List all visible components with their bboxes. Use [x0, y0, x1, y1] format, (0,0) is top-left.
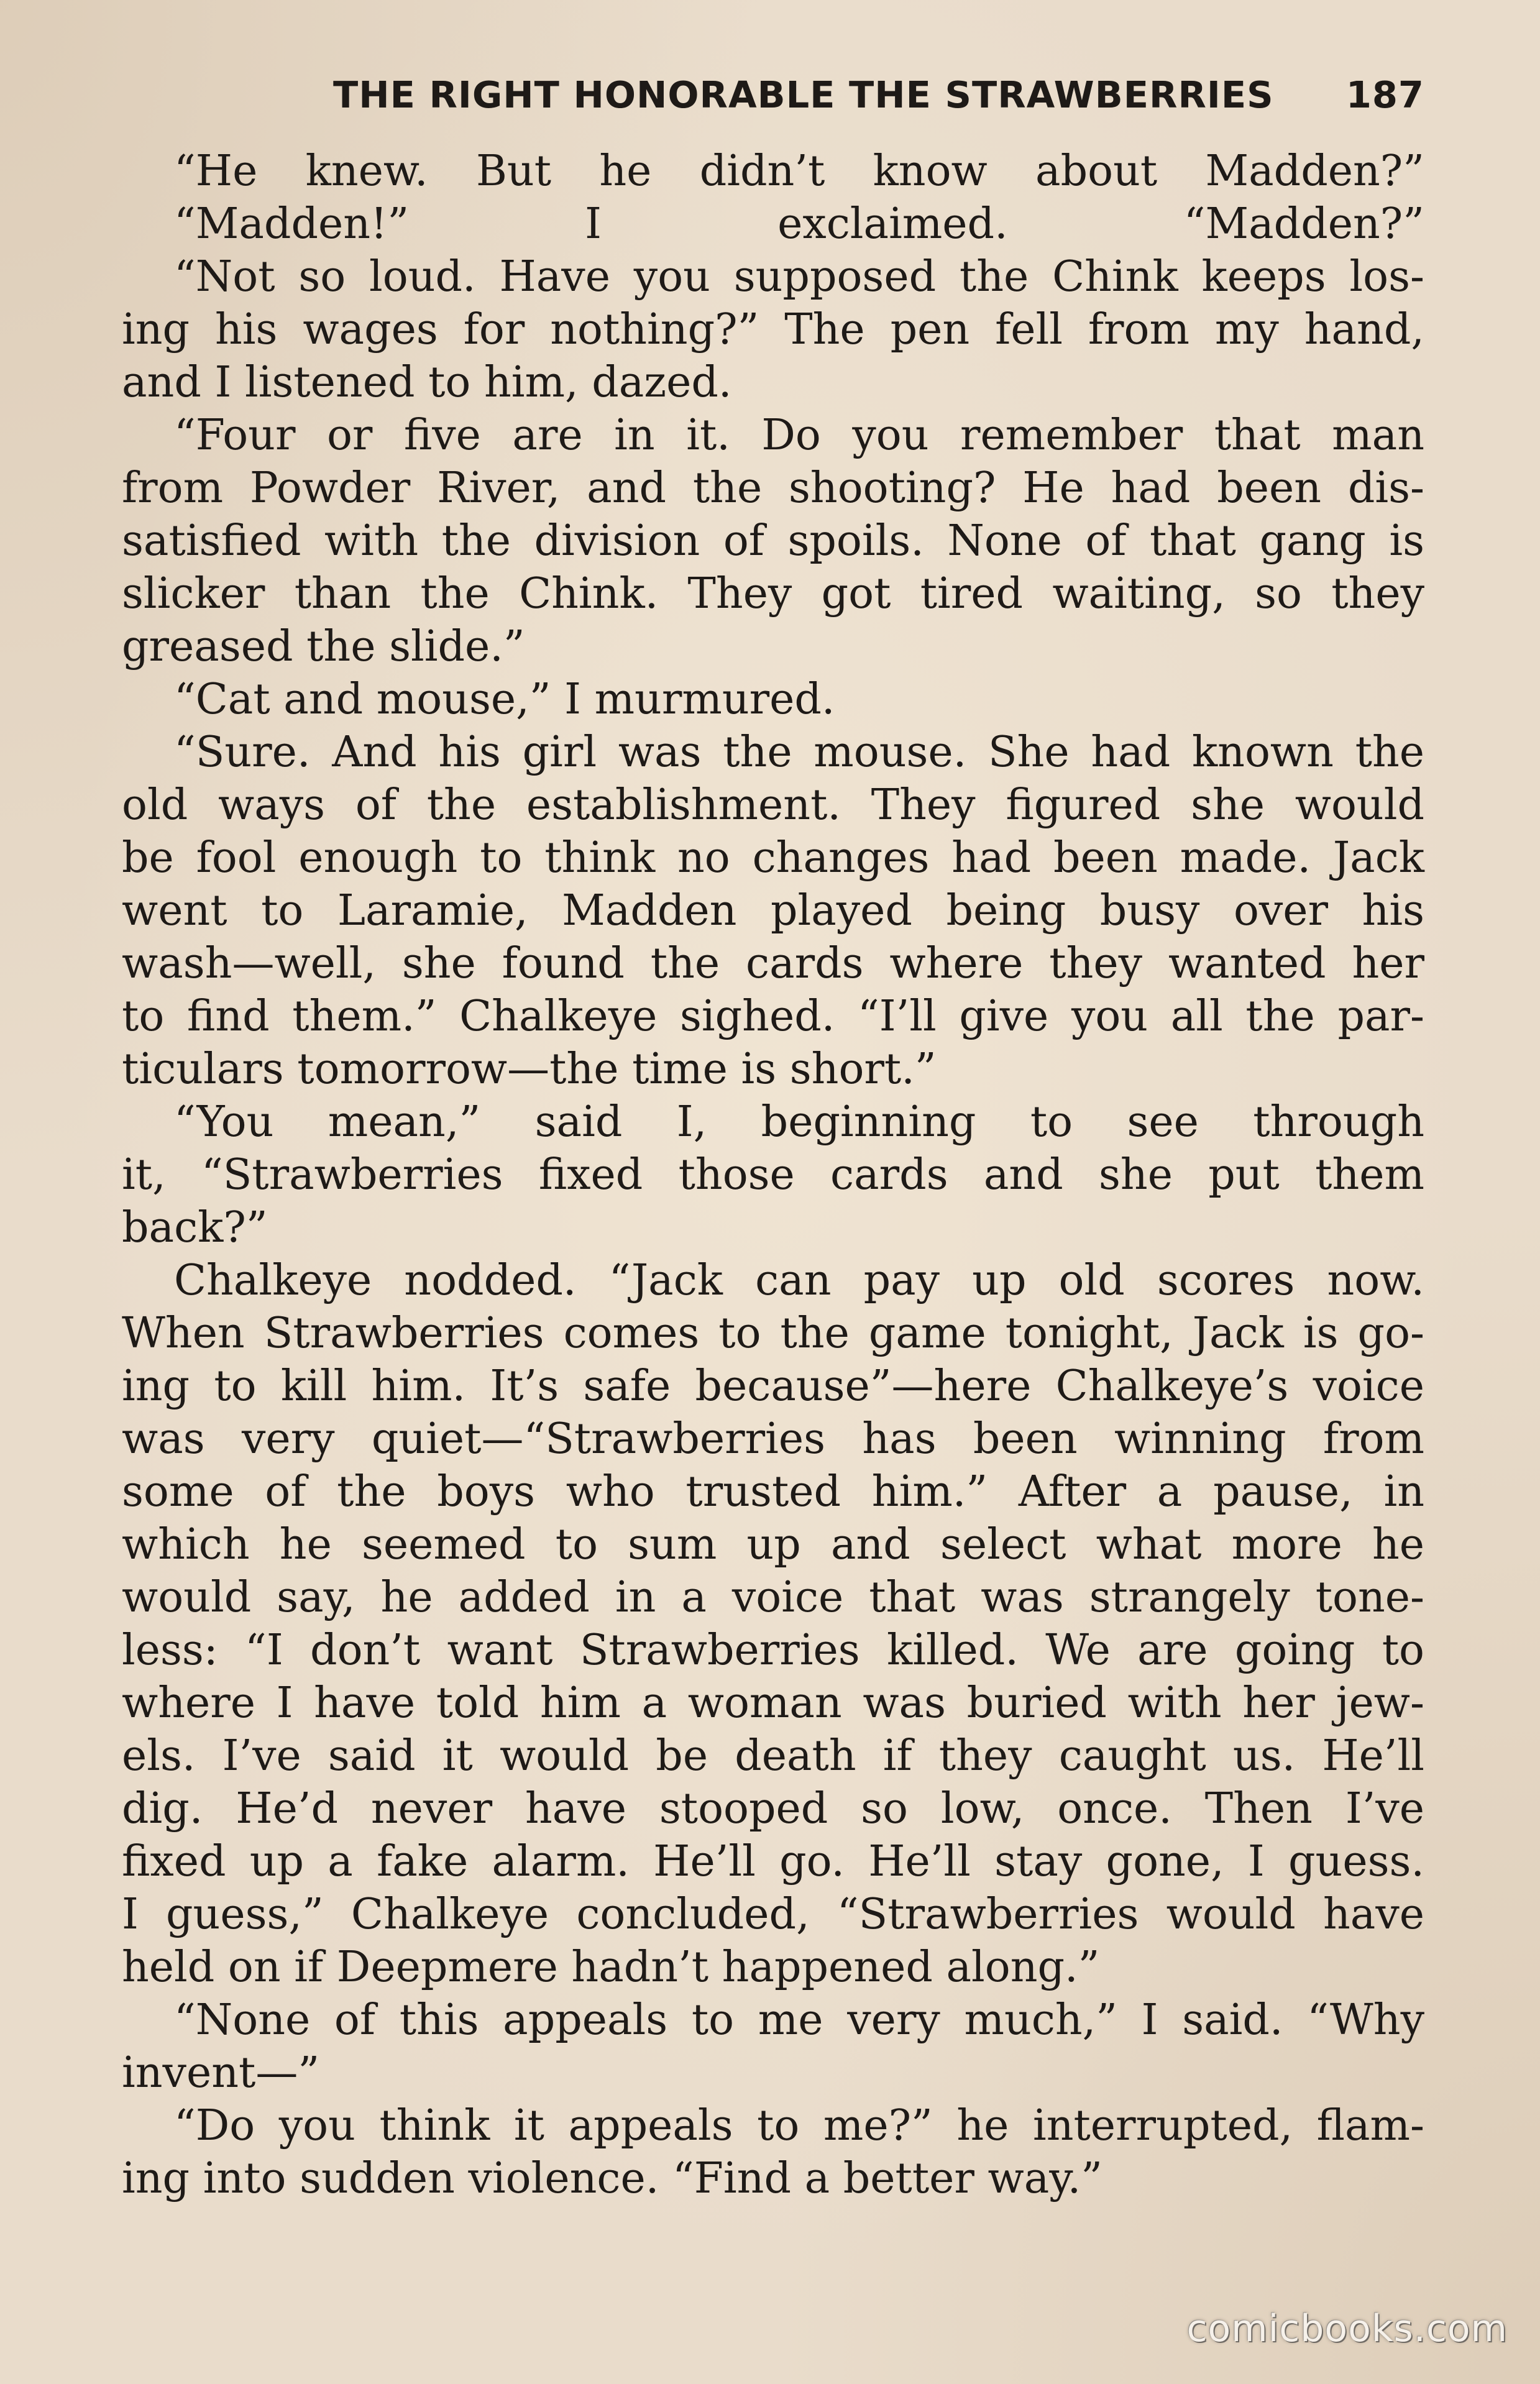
text-line: ing into sudden violence. “Find a better way.”: [122, 2154, 1103, 2203]
text-line: “Sure. And his girl was the mouse. She had known the: [174, 728, 1424, 777]
text-line: “None of this appeals to me very much,” I said. “Why: [174, 1996, 1424, 2045]
text-line: ing his wages for nothing?” The pen fell from my hand,: [122, 305, 1424, 354]
text-line: I guess,” Chalkeye concluded, “Strawberries would have: [122, 1890, 1424, 1939]
text-line: “Not so loud. Have you supposed the Chink keeps los-: [174, 252, 1424, 301]
text-line: invent—”: [122, 2048, 320, 2097]
text-line: less: “I don’t want Strawberries killed. We are going to: [122, 1626, 1424, 1675]
text-line: wash—well, she found the cards where they wanted her: [122, 939, 1424, 988]
page-number: 187: [1345, 73, 1424, 116]
text-line: “Cat and mouse,” I murmured.: [174, 675, 835, 724]
text-line: greased the slide.”: [122, 622, 525, 671]
text-line: Chalkeye nodded. “Jack can pay up old scores now.: [174, 1256, 1424, 1305]
text-line: old ways of the establishment. They figured she would: [122, 781, 1424, 830]
text-line: back?”: [122, 1203, 268, 1252]
text-line: and I listened to him, dazed.: [122, 358, 732, 407]
text-line: When Strawberries comes to the game tonight, Jack is go-: [122, 1309, 1424, 1358]
text-line: be fool enough to think no changes had been made. Jack: [122, 833, 1424, 883]
text-line: held on if Deepmere hadn’t happened along.”: [122, 1943, 1100, 1992]
body-text: [122, 145, 1424, 2205]
text-line: dig. He’d never have stooped so low, once. Then I’ve: [122, 1784, 1424, 1833]
text-line: satisfied with the division of spoils. None of that gang is: [122, 516, 1424, 566]
text-line: els. I’ve said it would be death if they caught us. He’ll: [122, 1731, 1424, 1781]
text-line: slicker than the Chink. They got tired waiting, so they: [122, 569, 1424, 618]
text-line: would say, he added in a voice that was strangely tone-: [122, 1573, 1424, 1622]
text-line: ing to kill him. It’s safe because”—here Chalkeye’s voice: [122, 1362, 1424, 1411]
text-line: “Do you think it appeals to me?” he interrupted, flam-: [174, 2101, 1424, 2150]
text-line: some of the boys who trusted him.” After a pause, in: [122, 1467, 1424, 1516]
text-line: ticulars tomorrow—the time is short.”: [122, 1045, 937, 1094]
text-line: from Powder River, and the shooting? He had been dis-: [122, 464, 1424, 513]
text-line: to find them.” Chalkeye sighed. “I’ll give you all the par-: [122, 992, 1424, 1041]
text-line: it, “Strawberries fixed those cards and she put them: [122, 1150, 1424, 1199]
text-line: which he seemed to sum up and select what more he: [122, 1520, 1424, 1569]
text-line: went to Laramie, Madden played being busy over his: [122, 886, 1424, 935]
text-line: “He knew. But he didn’t know about Madden?”: [174, 147, 1424, 196]
watermark-logo: comicbooks.com: [1186, 2307, 1508, 2350]
running-head: [122, 73, 1424, 129]
text-line: “Madden!” I exclaimed. “Madden?”: [174, 199, 1424, 249]
text-line: “You mean,” said I, beginning to see through: [174, 1098, 1424, 1147]
text-line: fixed up a fake alarm. He’ll go. He’ll stay gone, I guess.: [122, 1837, 1424, 1886]
text-line: was very quiet—“Strawberries has been winning from: [122, 1414, 1424, 1464]
running-title: THE RIGHT HONORABLE THE STRAWBERRIES: [333, 73, 1274, 116]
text-line: “Four or five are in it. Do you remember that man: [174, 411, 1424, 460]
text-line: where I have told him a woman was buried with her jew-: [122, 1679, 1424, 1728]
